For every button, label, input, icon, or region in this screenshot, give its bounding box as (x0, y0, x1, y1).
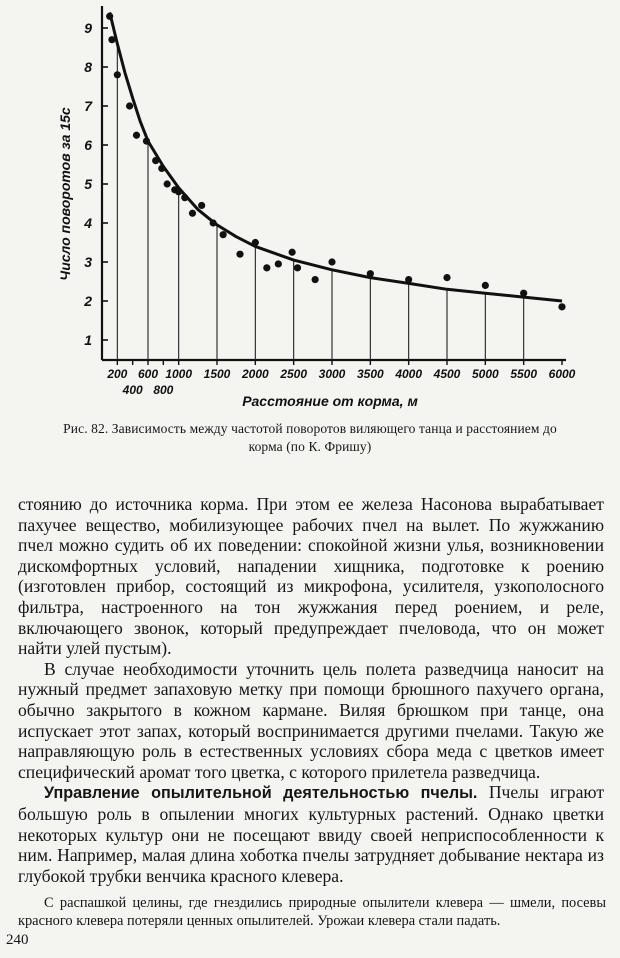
x-tick-label: 200 (107, 367, 128, 381)
data-point (158, 165, 165, 172)
data-points (106, 13, 566, 311)
scatter-chart (0, 0, 620, 420)
drop-lines (117, 44, 523, 360)
x-tick-label: 600 (137, 367, 159, 381)
fit-curve (110, 12, 562, 301)
section-heading: Управление опылительной деятельностью пчелы. (44, 784, 478, 803)
x-tick-label-lower: 800 (153, 383, 174, 397)
x-tick-label: 2000 (241, 367, 269, 381)
data-point (126, 102, 133, 109)
figure-caption: Рис. 82. Зависимость между частотой поворотов виляющего танца и расстоянием до корма (по К. Фришу) (63, 421, 557, 454)
paragraph-1: стоянию до источника корма. При этом ее железа Насонова вырабатывает пахучее вещество, мобилизующее рабочих пчел на вылет. По жужжанию пчел можно судить об их поведении: спокойной жизни улья, возникновении дискомфортных условий, нападении хищника, подготовке к роению (изготовлен прибор, состоящий из микрофона, усилителя, узкополосного фильтра, настроенного на тон жужжания перед роением, и реле, включающего звонок, который предупреждает пчеловода, что он может найти улей пустым). (18, 494, 604, 659)
x-tick-label: 3000 (318, 367, 346, 381)
data-point (114, 71, 121, 78)
x-tick-label: 4000 (395, 367, 423, 381)
small-print-paragraph: С распашкой целины, где гнездились природные опылители клевера — шмели, посевы красного клевера потеряли ценных опылителей. Урожаи клевера стали падать. (18, 895, 606, 929)
x-tick-label: 4500 (433, 367, 461, 381)
x-tick-label: 5500 (510, 367, 538, 381)
data-point (294, 264, 301, 271)
chart-axes (102, 6, 566, 365)
y-tick-label: 9 (84, 20, 92, 36)
data-point (133, 132, 140, 139)
x-tick-label: 2500 (280, 367, 308, 381)
data-point (181, 194, 188, 201)
paragraph-3-text: Пчелы играют большую роль в опылении многих культурных растений. Однако цветки некоторых культур они не посещают ввиду своей неприспособленности к ним. Например, малая длина хоботка пчелы затрудняет добывание нектара из глубокой трубки венчика красного клевера. (18, 782, 605, 886)
data-point (164, 180, 171, 187)
data-point (275, 260, 282, 267)
data-point (152, 157, 159, 164)
data-point (106, 13, 113, 20)
y-tick-label: 6 (84, 137, 92, 153)
y-tick-label: 1 (84, 332, 92, 348)
data-point (143, 138, 150, 145)
fit-curve-line (110, 12, 562, 301)
data-point (312, 276, 319, 283)
data-point (220, 231, 227, 238)
y-tick-label: 5 (84, 176, 92, 192)
data-point (108, 36, 115, 43)
data-point (482, 282, 489, 289)
y-tick-label: 8 (84, 59, 92, 75)
data-point (558, 303, 565, 310)
x-tick-label-lower: 400 (122, 383, 143, 397)
x-tick-label: 6000 (548, 367, 576, 381)
page-number: 240 (6, 932, 29, 948)
y-tick-label: 2 (84, 293, 92, 309)
x-tick-label: 1000 (165, 367, 193, 381)
data-point (210, 219, 217, 226)
data-point (198, 202, 205, 209)
data-point (236, 251, 243, 258)
x-tick-label: 1500 (203, 367, 231, 381)
paragraph-2: В случае необходимости уточнить цель полета разведчица наносит на нужный предмет запаховую метку при помощи брюшного пахучего органа, обычно закрытого в кожном кармане. Виляя брюшком при танце, она испускает этот запах, который воспринимается другими пчелами. Такую же направляющую роль в естественных условиях сбора меда с цветков имеет специфический аромат того цветка, с которого прилетела разведчица. (18, 658, 604, 782)
y-axis-label: Число поворотов за 15с (57, 107, 73, 281)
data-point (289, 249, 296, 256)
x-tick-label: 5000 (471, 367, 499, 381)
data-point (175, 188, 182, 195)
data-point (520, 290, 527, 297)
x-axis-label: Расстояние от корма, м (242, 393, 418, 409)
body-text (18, 494, 604, 886)
y-tick-label: 4 (84, 215, 92, 231)
data-point (328, 258, 335, 265)
paragraph-3 (18, 782, 604, 886)
small-print (18, 894, 606, 930)
y-tick-label: 7 (84, 98, 92, 114)
data-point (367, 270, 374, 277)
x-tick-label: 3500 (356, 367, 384, 381)
data-point (252, 239, 259, 246)
data-point (443, 274, 450, 281)
data-point (405, 276, 412, 283)
y-tick-labels (83, 20, 93, 348)
y-tick-label: 3 (84, 254, 92, 270)
data-point (189, 210, 196, 217)
data-point (263, 264, 270, 271)
